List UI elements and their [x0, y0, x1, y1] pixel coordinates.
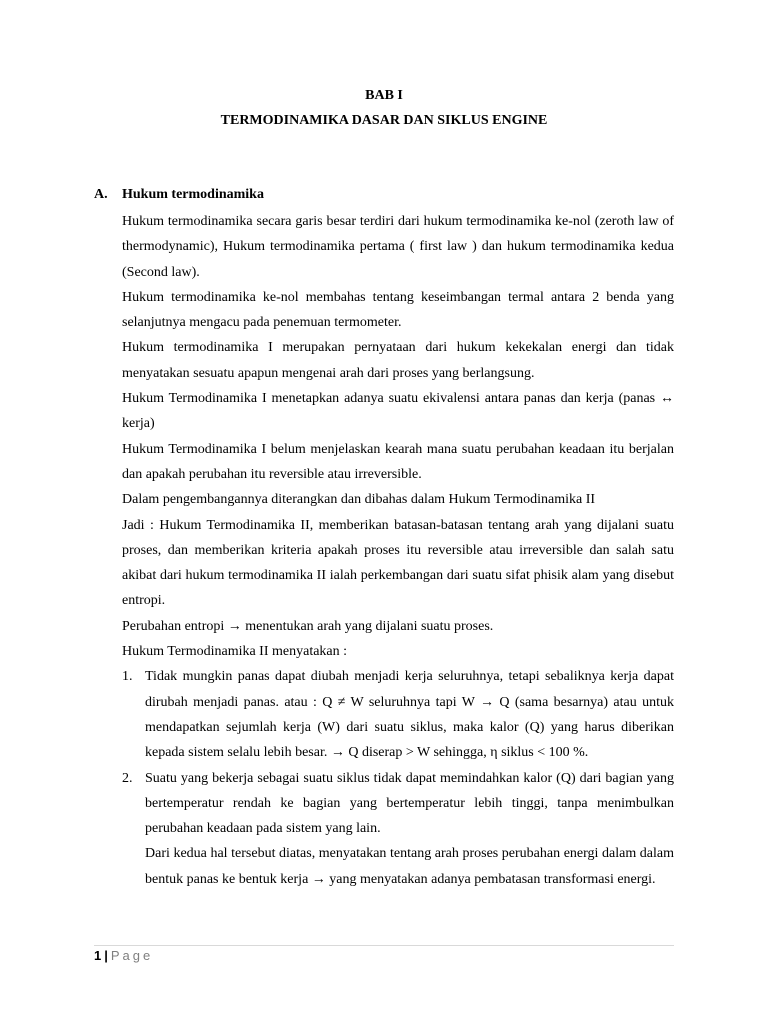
list-item-number: 2. — [122, 770, 133, 786]
paragraph: Perubahan entropi → menentukan arah yang dijalani suatu proses. — [122, 618, 494, 634]
numbered-list — [122, 664, 674, 892]
footer-separator: | — [104, 948, 108, 963]
list-item-text: Tidak mungkin panas dapat diubah menjadi kerja seluruhnya, tetapi sebaliknya kerja dapat dirubah menjadi panas. atau : Q ≠ W seluruhnya tapi W → Q (sama besarnya) atau untuk mendapatkan sejumlah kerja (W) dari suatu siklus, maka kalor (Q) yang harus diberikan kepada sistem selalu lebih besar. → Q diserap > W sehingga, η siklus < 100 %. — [145, 669, 674, 761]
list-item-text: Suatu yang bekerja sebagai suatu siklus tidak dapat memindahkan kalor (Q) dari bagian yang bertemperatur rendah ke bagian yang bertemperatur lebih tinggi, tanpa menimbulkan perubahan keadaan pada sistem yang lain. — [145, 770, 674, 837]
section-letter: A. — [94, 187, 108, 202]
list-item-number: 1. — [122, 669, 133, 685]
chapter-title: TERMODINAMIKA DASAR DAN SIKLUS ENGINE — [220, 113, 548, 128]
paragraph: Jadi : Hukum Termodinamika II, memberikan batasan-batasan tentang arah yang dijalani suatu proses, dan memberikan kriteria apakah proses itu reversible atau irreversible dan salah satu akibat dari hukum termodinamika II ialah perkembangan dari suatu sifat phisik alam yang disebut entropi. — [122, 517, 674, 609]
list-item-followup: Dari kedua hal tersebut diatas, menyatakan tentang arah proses perubahan energi dalam dalam bentuk panas ke bentuk kerja → yang menyatakan adanya pembatasan transformasi energi. — [145, 846, 674, 887]
page-label: Page — [110, 948, 154, 963]
paragraph: Dalam pengembangannya diterangkan dan dibahas dalam Hukum Termodinamika II — [122, 492, 596, 508]
section-heading — [94, 187, 264, 203]
paragraph: Hukum termodinamika secara garis besar terdiri dari hukum termodinamika ke-nol (zeroth law of thermodynamic), Hukum termodinamika pertama ( first law ) dan hukum termodinamika kedua (Second law). — [122, 214, 674, 280]
chapter-label: BAB I — [365, 88, 403, 103]
page-footer — [94, 948, 153, 963]
footer-divider — [94, 945, 674, 946]
section-heading-text: Hukum termodinamika — [122, 187, 264, 202]
page-number: 1 — [94, 948, 102, 963]
section-body — [122, 209, 674, 892]
paragraph: Hukum termodinamika ke-nol membahas tentang keseimbangan termal antara 2 benda yang selanjutnya mengacu pada penemuan termometer. — [122, 289, 674, 331]
paragraph: Hukum Termodinamika I menetapkan adanya suatu ekivalensi antara panas dan kerja (panas ↔ kerja) — [122, 391, 674, 432]
list-item — [122, 664, 674, 765]
paragraph: Hukum termodinamika I merupakan pernyataan dari hukum kekekalan energi dan tidak menyatakan sesuatu apapun mengenai arah dari proses yang berlangsung. — [122, 340, 674, 381]
list-item — [122, 766, 674, 892]
paragraph: Hukum Termodinamika I belum menjelaskan kearah mana suatu perubahan keadaan itu berjalan dan apakah perubahan itu reversible atau irreversible. — [122, 441, 674, 482]
paragraph: Hukum Termodinamika II menyatakan : — [122, 644, 348, 660]
